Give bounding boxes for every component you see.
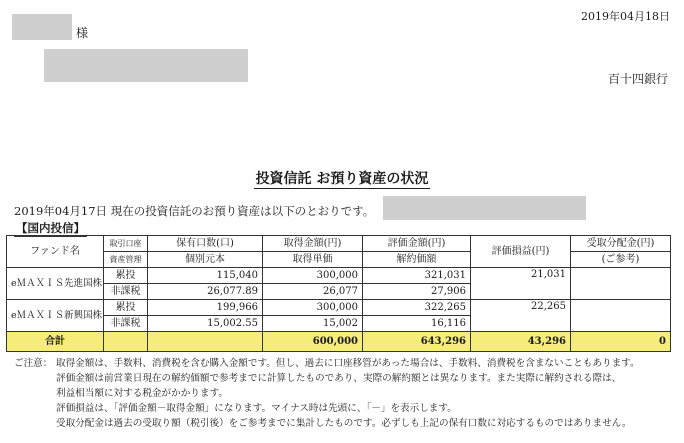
table-row: [7, 300, 671, 316]
valuation-amount: 321,031: [363, 268, 471, 284]
table-header-row: [7, 236, 671, 252]
notes-lines: [56, 356, 640, 431]
units-held: 199,966: [148, 300, 263, 316]
notes-lead: ご注意：: [14, 358, 53, 369]
header-unit-cost: 取得単価: [263, 252, 363, 268]
note-line: 受取分配金は過去の受取り額（税引後）をご参考までに集計したものです。必ずしも上記の保有口数に対応するものではありません。: [56, 418, 632, 429]
total-acquisition-amount: 600,000: [263, 332, 363, 352]
note-line: 利益相当額に対する税金がかかります。: [56, 388, 228, 399]
header-asset-management: 資産管理: [104, 252, 148, 268]
acquisition-amount: 300,000: [263, 268, 363, 284]
distribution-received: [571, 300, 671, 332]
customer-honorific: 様: [76, 26, 89, 40]
table-header-subrow: [7, 252, 671, 268]
account-type: 累投: [104, 268, 148, 284]
document-title-text: 投資信託 お預り資産の状況: [255, 171, 429, 187]
header-gain: 評価損益(円): [471, 236, 571, 268]
redemption-price: 16,116: [363, 316, 471, 332]
total-valuation-amount: 643,296: [363, 332, 471, 352]
units-held: 115,040: [148, 268, 263, 284]
header-distribution: 受取分配金(円): [571, 236, 671, 252]
header-account-type: 取引口座: [104, 236, 148, 252]
total-label: 合計: [7, 332, 104, 352]
asset-management: 非課税: [104, 284, 148, 300]
redemption-price: 27,906: [363, 284, 471, 300]
valuation-amount: 322,265: [363, 300, 471, 316]
account-type: 累投: [104, 300, 148, 316]
redacted-address: [44, 49, 248, 82]
holdings-table: [6, 235, 671, 352]
section-label: 【国内投信】: [16, 221, 85, 235]
header-reference: (ご参考): [571, 252, 671, 268]
individual-principal: 26,077.89: [148, 284, 263, 300]
valuation-gain: 22,265: [471, 300, 571, 332]
redacted-account-info: [383, 196, 586, 220]
valuation-gain: 21,031: [471, 268, 571, 300]
unit-cost: 26,077: [263, 284, 363, 300]
document-title: [0, 168, 684, 188]
total-distribution: 0: [571, 332, 671, 352]
acquisition-amount: 300,000: [263, 300, 363, 316]
note-line: 評価損益は、「評価金額－取得金額」になります。マイナス時は先頭に、「－」を表示します。: [56, 403, 457, 414]
header-nav: 解約価額: [363, 252, 471, 268]
fund-name: eＭＡＸＩＳ新興国株: [7, 300, 104, 332]
header-principal: 個別元本: [148, 252, 263, 268]
total-valuation-gain: 43,296: [471, 332, 571, 352]
fund-name: eＭＡＸＩＳ先進国株: [7, 268, 104, 300]
bank-name: 百十四銀行: [607, 72, 668, 86]
statement-date: 2019年04月18日: [581, 10, 670, 23]
total-empty-cell: [148, 332, 263, 352]
header-fund-name: ファンド名: [7, 236, 104, 268]
header-valuation: 評価金額(円): [363, 236, 471, 252]
total-empty-cell: [104, 332, 148, 352]
total-row: [7, 332, 671, 352]
header-units: 保有口数(口): [148, 236, 263, 252]
intro-text: 2019年04月17日 現在の投資信託のお預り資産は以下のとおりです。: [14, 204, 375, 218]
header-cost: 取得金額(円): [263, 236, 363, 252]
note-line: 取得金額は、手数料、消費税を含む購入金額です。但し、過去に口座移管があった場合は、手数料、消費税を含まないこともあります。: [56, 358, 640, 369]
table-row: [7, 268, 671, 284]
distribution-received: [571, 268, 671, 300]
unit-cost: 15,002: [263, 316, 363, 332]
note-line: 評価金額は前営業日現在の解約価額で参考までに計算したものであり、実際の解約額とは異なります。また実際に解約される際は、: [56, 373, 622, 384]
redacted-customer-name: [12, 14, 72, 40]
individual-principal: 15,002.55: [148, 316, 263, 332]
asset-management: 非課税: [104, 316, 148, 332]
